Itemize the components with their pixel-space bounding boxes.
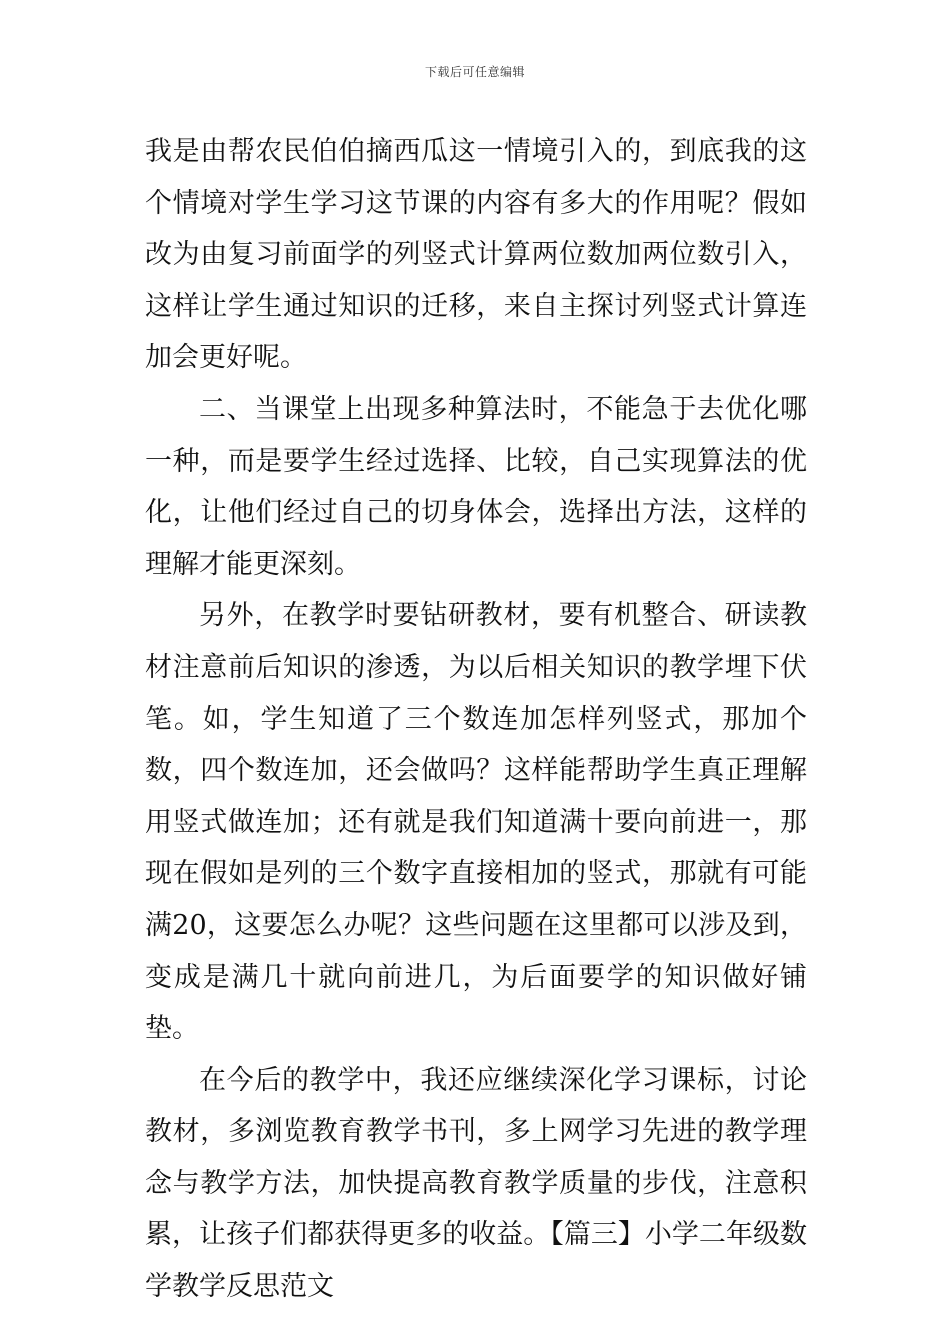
document-body xyxy=(145,126,807,1313)
paragraph-future-teaching: 在今后的教学中，我还应继续深化学习课标，讨论教材，多浏览教育教学书刊，多上网学习先进的教学理念与教学方法，加快提高教育教学质量的步伐，注意积累，让孩子们都获得更多的收益。【篇三】小学二年级数学教学反思范文 xyxy=(145,1064,807,1303)
paragraph-scenario-intro: 我是由帮农民伯伯摘西瓜这一情境引入的，到底我的这个情境对学生学习这节课的内容有多大的作用呢？假如改为由复习前面学的列竖式计算两位数加两位数引入，这样让学生通过知识的迁移，来自主探讨列竖式计算连加会更好呢。 xyxy=(145,136,807,374)
paragraph-textbook-study: 另外，在教学时要钻研教材，要有机整合、研读教材注意前后知识的渗透，为以后相关知识的教学埋下伏笔。如，学生知道了三个数连加怎样列竖式，那加个数，四个数连加，还会做吗？这样能帮助学生真正理解用竖式做连加；还有就是我们知道满十要向前进一，那现在假如是列的三个数字直接相加的竖式，那就有可能满20，这要怎么办呢？这些问题在这里都可以涉及到，变成是满几十就向前进几，为后面要学的知识做好铺垫。 xyxy=(145,600,807,1045)
paragraph-algorithm-optimization: 二、当课堂上出现多种算法时，不能急于去优化哪一种，而是要学生经过选择、比较，自己实现算法的优化，让他们经过自己的切身体会，选择出方法，这样的理解才能更深刻。 xyxy=(145,393,807,580)
page-header: 下载后可任意编辑 xyxy=(424,65,525,79)
